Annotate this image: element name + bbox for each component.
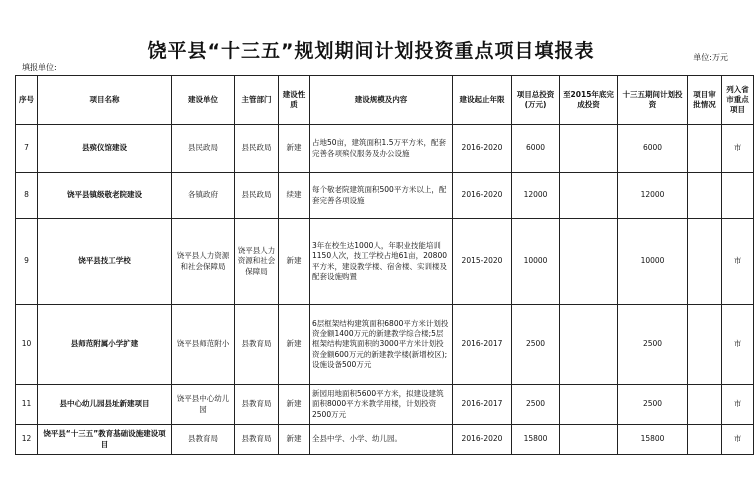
header-cell: 建设规模及内容 <box>310 76 453 125</box>
done-investment <box>560 425 618 455</box>
done-investment <box>560 125 618 173</box>
total-investment: 2500 <box>512 305 560 385</box>
done-investment <box>560 173 618 219</box>
header-cell: 十三五期间计划投资 <box>618 76 688 125</box>
plan-investment: 6000 <box>618 125 688 173</box>
dept: 县民政局 <box>235 173 279 219</box>
plan-investment: 2500 <box>618 385 688 425</box>
row-number: 8 <box>16 173 38 219</box>
total-investment: 15800 <box>512 425 560 455</box>
header-cell: 主管部门 <box>235 76 279 125</box>
nature: 新建 <box>279 305 310 385</box>
dept: 饶平县人力资源和社会保障局 <box>235 219 279 305</box>
build-unit: 饶平县人力资源和社会保障局 <box>172 219 235 305</box>
build-unit: 饶平县师范附小 <box>172 305 235 385</box>
done-investment <box>560 385 618 425</box>
header-cell: 序号 <box>16 76 38 125</box>
key-project: 市 <box>722 305 754 385</box>
project-table <box>15 75 754 455</box>
dept: 县教育局 <box>235 305 279 385</box>
build-unit: 各镇政府 <box>172 173 235 219</box>
plan-investment: 2500 <box>618 305 688 385</box>
scope: 新园用地面积5600平方米，拟建设建筑面积8000平方米教学用楼，计划投资2500万元 <box>310 385 453 425</box>
project-name: 饶平县镇级敬老院建设 <box>38 173 172 219</box>
approval <box>688 219 722 305</box>
row-number: 12 <box>16 425 38 455</box>
plan-investment: 12000 <box>618 173 688 219</box>
dept: 县教育局 <box>235 385 279 425</box>
approval <box>688 425 722 455</box>
project-name: 县师范附属小学扩建 <box>38 305 172 385</box>
row-number: 9 <box>16 219 38 305</box>
table-row <box>16 173 754 219</box>
years: 2016-2020 <box>453 125 512 173</box>
build-unit: 饶平县中心幼儿园 <box>172 385 235 425</box>
row-number: 7 <box>16 125 38 173</box>
years: 2016-2017 <box>453 305 512 385</box>
key-project: 市 <box>722 125 754 173</box>
project-name: 饶平县技工学校 <box>38 219 172 305</box>
row-number: 11 <box>16 385 38 425</box>
nature: 续建 <box>279 173 310 219</box>
page-title: 饶平县“十三五”规划期间计划投资重点项目填报表 <box>147 40 595 62</box>
approval <box>688 305 722 385</box>
table-row <box>16 125 754 173</box>
nature: 新建 <box>279 385 310 425</box>
total-investment: 12000 <box>512 173 560 219</box>
approval <box>688 385 722 425</box>
nature: 新建 <box>279 219 310 305</box>
header-row <box>16 76 754 125</box>
approval <box>688 173 722 219</box>
header-cell: 项目审批情况 <box>688 76 722 125</box>
key-project: 市 <box>722 425 754 455</box>
nature: 新建 <box>279 125 310 173</box>
plan-investment: 15800 <box>618 425 688 455</box>
approval <box>688 125 722 173</box>
header-cell: 项目总投资(万元) <box>512 76 560 125</box>
scope: 6层框架结构建筑面积6800平方米计划投资金额1400万元的新建教学综合楼;5层框架结构建筑面积的3000平方米计划投资金额600万元的新建教学楼(新增校区);设施设备500万元 <box>310 305 453 385</box>
dept: 县教育局 <box>235 425 279 455</box>
key-project: 市 <box>722 219 754 305</box>
table-row <box>16 385 754 425</box>
years: 2016-2020 <box>453 425 512 455</box>
years: 2015-2020 <box>453 219 512 305</box>
key-project: 市 <box>722 385 754 425</box>
total-investment: 2500 <box>512 385 560 425</box>
scope: 占地50亩，建筑面积1.5万平方米，配套完善各项殡仪服务及办公设施 <box>310 125 453 173</box>
done-investment <box>560 305 618 385</box>
filler-label: 填报单位: <box>22 63 57 72</box>
key-project <box>722 173 754 219</box>
header-cell: 建设单位 <box>172 76 235 125</box>
project-name: 县殡仪馆建设 <box>38 125 172 173</box>
scope: 全县中学、小学、幼儿园。 <box>310 425 453 455</box>
project-name: 饶平县“十三五”教育基础设施建设项目 <box>38 425 172 455</box>
build-unit: 县民政局 <box>172 125 235 173</box>
header-cell: 至2015年底完成投资 <box>560 76 618 125</box>
project-name: 县中心幼儿园县址新建项目 <box>38 385 172 425</box>
unit-label: 单位:万元 <box>693 53 728 62</box>
total-investment: 6000 <box>512 125 560 173</box>
header-cell: 建设起止年限 <box>453 76 512 125</box>
years: 2016-2020 <box>453 173 512 219</box>
header-cell: 项目名称 <box>38 76 172 125</box>
scope: 3年在校生达1000人，年职业技能培训1150人次，技工学校占地61亩，20800平方米，建设教学楼、宿舍楼、实训楼及配套设施购置 <box>310 219 453 305</box>
done-investment <box>560 219 618 305</box>
scope: 每个敬老院建筑面积500平方米以上，配套完善各项设施 <box>310 173 453 219</box>
plan-investment: 10000 <box>618 219 688 305</box>
table-row <box>16 305 754 385</box>
header-cell: 建设性质 <box>279 76 310 125</box>
years: 2016-2017 <box>453 385 512 425</box>
dept: 县民政局 <box>235 125 279 173</box>
table-row <box>16 219 754 305</box>
nature: 新建 <box>279 425 310 455</box>
row-number: 10 <box>16 305 38 385</box>
header-cell: 列入省市重点项目 <box>722 76 754 125</box>
total-investment: 10000 <box>512 219 560 305</box>
table-row <box>16 425 754 455</box>
build-unit: 县教育局 <box>172 425 235 455</box>
